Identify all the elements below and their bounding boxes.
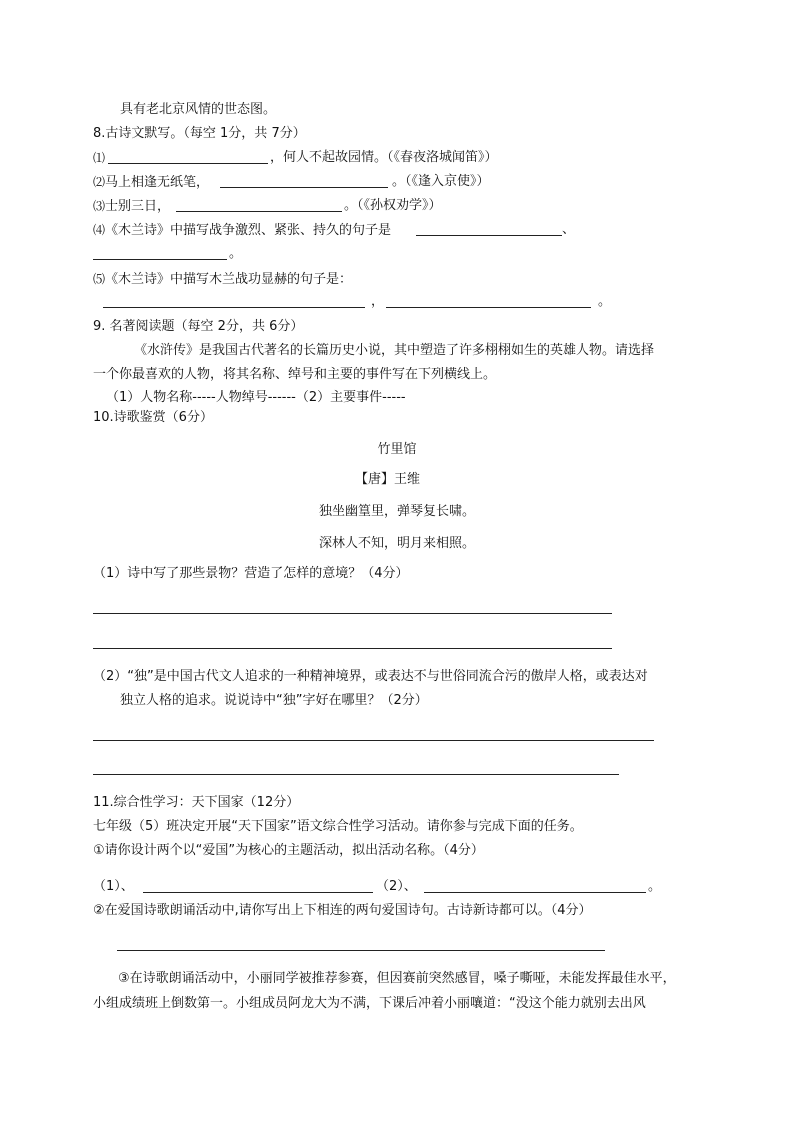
q8-item4-before: 《木兰诗》中描写战争激烈、紧张、持久的句子是 [105, 223, 392, 238]
q9-answer-line: （1）人物名称-----人物绰号------（2）主要事件----- [106, 390, 406, 405]
q8-item4-blank1[interactable] [416, 235, 562, 236]
poem-line1: 独坐幽篁里，弹琴复长啸。 [318, 504, 475, 519]
q8-item2-num: ⑵ [93, 175, 106, 189]
q11-task2: ②在爱国诗歌朗诵活动中,请你写出上下相连的两句爱国诗句。古诗新诗都可以。（4分） [93, 903, 592, 918]
q8-item3-after: 。（《孙权劝学》） [344, 198, 442, 213]
q10-title: 10.诗歌鉴赏（6分） [93, 410, 213, 425]
q8-item2-before: 马上相逢无纸笔， [105, 175, 210, 190]
q8-item5-before: 《木兰诗》中描写木兰战功显赫的句子是： [105, 272, 353, 287]
q10-sub1: （1）诗中写了那些景物？营造了怎样的意境？（4分） [93, 566, 409, 581]
q8-item2-blank[interactable] [220, 187, 388, 188]
q9-title: 9. 名著阅读题（每空 2分，共 6分） [93, 319, 304, 334]
q10-sub2-blank1[interactable] [93, 740, 654, 741]
q8-item4-end: 。 [229, 246, 243, 261]
q9-para2: 一个你最喜欢的人物，将其名称、绰号和主要的事件写在下列横线上。 [93, 367, 497, 382]
q8-item1-after: ，何人不起故园情。（《春夜洛城闻笛》） [270, 150, 498, 165]
q11-activity2-blank[interactable] [424, 892, 646, 893]
q10-sub1-blank1[interactable] [93, 613, 612, 614]
intro-tail-text: 具有老北京风情的世态图。 [120, 102, 277, 117]
poem-author: 【唐】王维 [355, 472, 421, 487]
q11-title: 11.综合性学习：天下国家（12分） [93, 795, 300, 810]
q8-item4-num: ⑷ [93, 223, 106, 237]
q10-sub2b: 独立人格的追求。说说诗中“独”字好在哪里？（2分） [120, 693, 428, 708]
q8-title: 8.古诗文默写。（每空 1分，共 7分） [93, 126, 306, 141]
q8-item1 [93, 149, 105, 168]
q8-item3 [93, 197, 170, 216]
q11-intro: 七年级（5）班决定开展“天下国家”语文综合性学习活动。请你参与完成下面的任务。 [93, 819, 583, 834]
q8-item5-blank2[interactable] [386, 307, 591, 308]
q11-blank1-label: （1）、 [93, 879, 134, 894]
q10-sub1-blank2[interactable] [93, 648, 612, 649]
q11-task3a: ③在诗歌朗诵活动中，小丽同学被推荐参赛，但因赛前突然感冒，嗓子嘶哑，未能发挥最佳水平， [118, 971, 676, 986]
q8-item5-mid: ， [371, 294, 385, 309]
q8-item1-blank[interactable] [108, 163, 268, 164]
q8-item5 [93, 270, 352, 289]
q8-item4 [93, 221, 391, 240]
q8-item5-blank1[interactable] [103, 307, 365, 308]
q8-item4-after: 、 [562, 222, 576, 237]
poem-line2: 深林人不知，明月来相照。 [318, 536, 475, 551]
q8-item2-after: 。（《逢入京使》） [392, 174, 490, 189]
q11-task3b: 小组成绩班上倒数第一。小组成员阿龙大为不满，下课后冲着小丽嚷道：“没这个能力就别去出风 [93, 996, 646, 1011]
q11-task1: ①请你设计两个以“爱国”为核心的主题活动，拟出活动名称。（4分） [93, 843, 484, 858]
q8-item3-num: ⑶ [93, 199, 106, 213]
q10-sub2-blank2[interactable] [93, 774, 619, 775]
q11-blank-end: 。 [648, 879, 662, 894]
poem-title: 竹里馆 [377, 442, 417, 457]
q10-sub2a: （2）“独”是中国古代文人追求的一种精神境界，或表达不与世俗同流合污的傲岸人格，或表达对 [93, 669, 648, 684]
q9-para1: 《水浒传》是我国古代著名的长篇历史小说，其中塑造了许多栩栩如生的英雄人物。请选择 [134, 343, 655, 358]
q11-blank2-label: （2）、 [376, 879, 417, 894]
q8-item3-blank[interactable] [176, 211, 342, 212]
q11-activity1-blank[interactable] [143, 892, 373, 893]
q8-item2 [93, 173, 209, 192]
q8-item4-blank2[interactable] [93, 259, 227, 260]
q8-item3-before: 士别三日， [105, 199, 171, 214]
q8-item1-num: ⑴ [93, 151, 106, 165]
q8-item5-end: 。 [598, 294, 612, 309]
q8-item5-num: ⑸ [93, 272, 106, 286]
q11-task2-blank[interactable] [117, 950, 605, 951]
